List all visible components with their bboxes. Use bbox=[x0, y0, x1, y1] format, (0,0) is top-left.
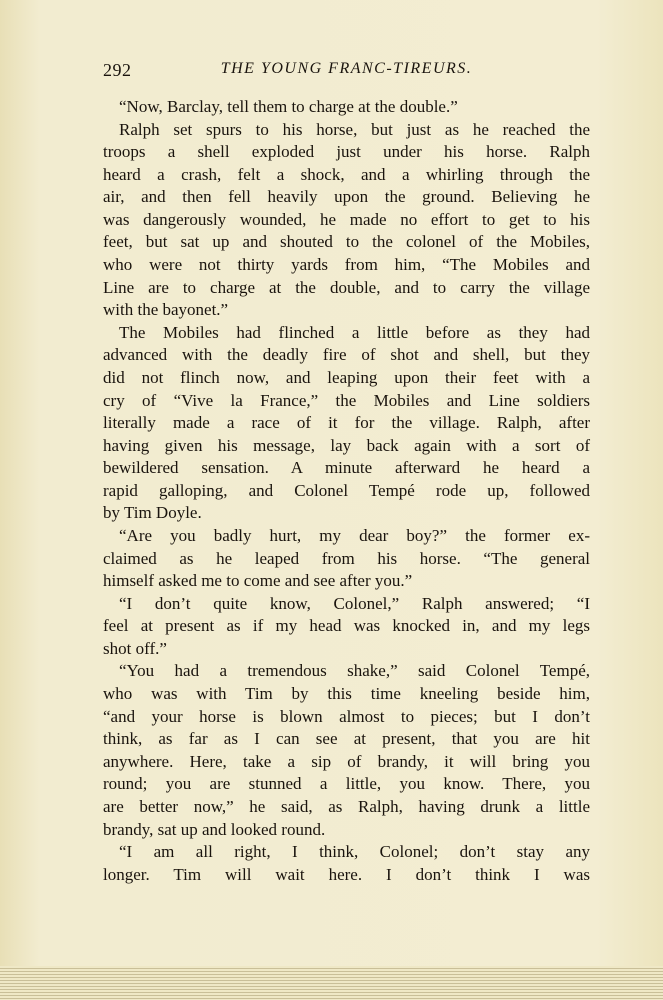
body-text bbox=[103, 96, 590, 886]
text-line: having given his message, lay back again with a sort of bbox=[103, 435, 590, 455]
text-line: feet, but sat up and shouted to the colonel of the Mobiles, bbox=[103, 232, 590, 252]
text-line: by Tim Doyle. bbox=[103, 503, 202, 523]
text-line: claimed as he leaped from his horse. “The general bbox=[103, 548, 590, 568]
text-line: bewildered sensation. A minute afterward he heard a bbox=[103, 458, 590, 478]
text-line: longer. Tim will wait here. I don’t think I was bbox=[103, 864, 590, 884]
text-line: did not flinch now, and leaping upon their feet with a bbox=[103, 367, 590, 387]
text-line: The Mobiles had flinched a little before as they had bbox=[119, 322, 590, 342]
running-head: THE YOUNG FRANC-TIREURS. bbox=[220, 60, 473, 77]
text-line: troops a shell exploded just under his horse. Ralph bbox=[103, 142, 590, 162]
text-line: who was with Tim by this time kneeling beside him, bbox=[103, 684, 590, 704]
text-line: air, and then fell heavily upon the ground. Believing he bbox=[103, 187, 590, 207]
text-line: “You had a tremendous shake,” said Colonel Tempé, bbox=[119, 661, 590, 681]
text-line: who were not thirty yards from him, “The Mobiles and bbox=[103, 255, 590, 275]
page-edge bbox=[0, 966, 663, 1000]
text-line: cry of “Vive la France,” the Mobiles and Line soldiers bbox=[103, 390, 590, 410]
text-line: “and your horse is blown almost to pieces; but I don’t bbox=[103, 706, 590, 726]
text-line: heard a crash, felt a shock, and a whirling through the bbox=[103, 164, 590, 184]
text-line: rapid galloping, and Colonel Tempé rode up, followed bbox=[103, 480, 590, 500]
text-line: shot off.” bbox=[103, 638, 167, 658]
text-line: Line are to charge at the double, and to carry the village bbox=[103, 277, 590, 297]
text-line: Ralph set spurs to his horse, but just as he reached the bbox=[119, 119, 590, 139]
text-line: was dangerously wounded, he made no effort to get to his bbox=[103, 209, 590, 229]
text-line: are better now,” he said, as Ralph, having drunk a little bbox=[103, 796, 590, 816]
text-line: anywhere. Here, take a sip of brandy, it will bring you bbox=[103, 751, 590, 771]
text-line: advanced with the deadly fire of shot and shell, but they bbox=[103, 345, 590, 365]
text-line: “Are you badly hurt, my dear boy?” the former ex- bbox=[119, 525, 590, 545]
text-line: literally made a race of it for the village. Ralph, after bbox=[103, 413, 590, 433]
text-line: brandy, sat up and looked round. bbox=[103, 819, 326, 839]
page-number: 292 bbox=[103, 60, 132, 80]
text-line: “I don’t quite know, Colonel,” Ralph answered; “I bbox=[119, 593, 590, 613]
text-line: round; you are stunned a little, you know. There, you bbox=[103, 774, 590, 794]
text-line: “I am all right, I think, Colonel; don’t stay any bbox=[119, 842, 590, 862]
text-line: think, as far as I can see at present, that you are hit bbox=[103, 729, 590, 749]
text-line: feel at present as if my head was knocked in, and my legs bbox=[103, 616, 590, 636]
text-line: with the bayonet.” bbox=[103, 300, 229, 320]
page-header bbox=[103, 60, 590, 84]
text-line: “Now, Barclay, tell them to charge at the double.” bbox=[119, 97, 458, 116]
text-line: himself asked me to come and see after you.” bbox=[103, 571, 413, 591]
